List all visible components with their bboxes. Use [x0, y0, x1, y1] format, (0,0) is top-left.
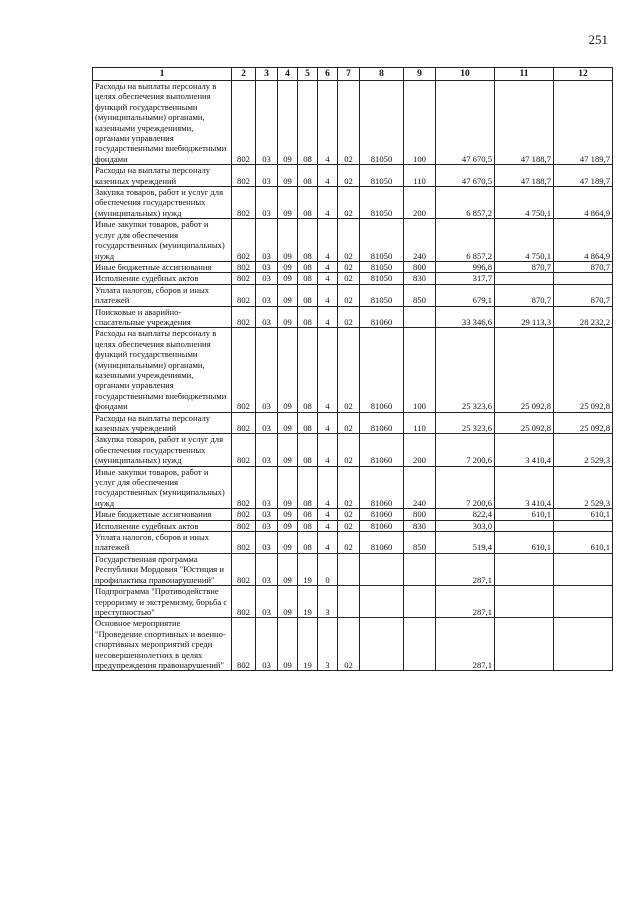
amount-col10: 287,1 — [436, 586, 495, 618]
event-code: 02 — [338, 81, 360, 165]
subsection-code: 09 — [278, 520, 298, 531]
subsection-code: 09 — [278, 412, 298, 434]
table-row — [93, 586, 613, 618]
section-code: 03 — [256, 509, 278, 520]
subsection-code: 09 — [278, 509, 298, 520]
table-row — [93, 466, 613, 509]
program-code: 19 — [298, 586, 318, 618]
subprogram-code: 4 — [318, 187, 338, 219]
page-number: 251 — [588, 32, 608, 47]
column-header: 3 — [256, 68, 278, 81]
subsection-code: 09 — [278, 553, 298, 585]
ministry-code: 802 — [232, 520, 256, 531]
expense-type-code — [404, 553, 436, 585]
amount-col11 — [495, 273, 554, 284]
row-name: Основное мероприятие "Проведение спортивных и военно-спортивных мероприятий среди несовершеннолетних в целях предупреждения правонарушений" — [93, 618, 232, 671]
amount-col12: 870,7 — [554, 261, 613, 272]
row-name: Расходы на выплаты персоналу в целях обеспечения выполнения функций государственными (муниципальными) органами, казенными учреждениями, органами управления государственными внебюджетными фондами — [93, 328, 232, 412]
row-name: Уплата налогов, сборов и иных платежей — [93, 532, 232, 554]
section-code: 03 — [256, 553, 278, 585]
amount-col11: 25 092,8 — [495, 328, 554, 412]
table-row — [93, 412, 613, 434]
ministry-code: 802 — [232, 273, 256, 284]
row-name: Иные закупки товаров, работ и услуг для обеспечения государственных (муниципальных) нужд — [93, 466, 232, 509]
subsection-code: 09 — [278, 306, 298, 328]
event-code: 02 — [338, 187, 360, 219]
section-code: 03 — [256, 81, 278, 165]
amount-col12: 2 529,3 — [554, 434, 613, 466]
amount-col12: 870,7 — [554, 284, 613, 306]
direction-code — [360, 618, 404, 671]
column-header: 1 — [93, 68, 232, 81]
program-code: 08 — [298, 509, 318, 520]
subprogram-code: 4 — [318, 81, 338, 165]
amount-col10: 7 200,6 — [436, 466, 495, 509]
budget-table — [92, 67, 613, 671]
subprogram-code: 4 — [318, 261, 338, 272]
ministry-code: 802 — [232, 187, 256, 219]
subprogram-code: 3 — [318, 618, 338, 671]
table-row — [93, 81, 613, 165]
program-code: 08 — [298, 412, 318, 434]
table-row — [93, 165, 613, 187]
program-code: 08 — [298, 261, 318, 272]
section-code: 03 — [256, 618, 278, 671]
event-code — [338, 553, 360, 585]
amount-col12: 47 189,7 — [554, 165, 613, 187]
table-row — [93, 434, 613, 466]
column-header: 12 — [554, 68, 613, 81]
section-code: 03 — [256, 261, 278, 272]
amount-col12: 47 189,7 — [554, 81, 613, 165]
amount-col11: 4 750,1 — [495, 219, 554, 262]
amount-col11: 25 092,8 — [495, 412, 554, 434]
event-code: 02 — [338, 466, 360, 509]
direction-code: 81060 — [360, 532, 404, 554]
row-name: Иные бюджетные ассигнования — [93, 509, 232, 520]
amount-col11: 47 188,7 — [495, 165, 554, 187]
section-code: 03 — [256, 412, 278, 434]
table-row — [93, 306, 613, 328]
event-code: 02 — [338, 306, 360, 328]
column-header: 11 — [495, 68, 554, 81]
program-code: 08 — [298, 520, 318, 531]
ministry-code: 802 — [232, 284, 256, 306]
section-code: 03 — [256, 532, 278, 554]
amount-col10: 47 670,5 — [436, 81, 495, 165]
direction-code: 81060 — [360, 466, 404, 509]
direction-code: 81050 — [360, 219, 404, 262]
row-name: Уплата налогов, сборов и иных платежей — [93, 284, 232, 306]
subsection-code: 09 — [278, 273, 298, 284]
expense-type-code — [404, 306, 436, 328]
subprogram-code: 3 — [318, 586, 338, 618]
ministry-code: 802 — [232, 306, 256, 328]
expense-type-code: 800 — [404, 261, 436, 272]
expense-type-code: 200 — [404, 434, 436, 466]
program-code: 08 — [298, 273, 318, 284]
direction-code: 81060 — [360, 412, 404, 434]
ministry-code: 802 — [232, 81, 256, 165]
subsection-code: 09 — [278, 466, 298, 509]
ministry-code: 802 — [232, 328, 256, 412]
expense-type-code: 240 — [404, 466, 436, 509]
table-row — [93, 273, 613, 284]
ministry-code: 802 — [232, 532, 256, 554]
row-name: Исполнение судебных актов — [93, 273, 232, 284]
column-header: 8 — [360, 68, 404, 81]
expense-type-code: 110 — [404, 412, 436, 434]
amount-col11 — [495, 520, 554, 531]
event-code: 02 — [338, 284, 360, 306]
subprogram-code: 4 — [318, 434, 338, 466]
expense-type-code: 830 — [404, 273, 436, 284]
expense-type-code: 200 — [404, 187, 436, 219]
section-code: 03 — [256, 306, 278, 328]
direction-code: 81060 — [360, 509, 404, 520]
direction-code: 81060 — [360, 328, 404, 412]
column-header: 2 — [232, 68, 256, 81]
amount-col11: 3 410,4 — [495, 466, 554, 509]
amount-col12 — [554, 520, 613, 531]
amount-col11: 4 750,1 — [495, 187, 554, 219]
program-code: 19 — [298, 553, 318, 585]
row-name: Поисковые и аварийно-спасательные учреждения — [93, 306, 232, 328]
direction-code: 81060 — [360, 434, 404, 466]
event-code: 02 — [338, 532, 360, 554]
amount-col12 — [554, 586, 613, 618]
subsection-code: 09 — [278, 219, 298, 262]
amount-col12: 4 864,9 — [554, 219, 613, 262]
event-code: 02 — [338, 328, 360, 412]
row-name: Государственная программа Республики Мордовия "Юстиция и профилактика правонарушений" — [93, 553, 232, 585]
expense-type-code: 850 — [404, 532, 436, 554]
subprogram-code: 4 — [318, 509, 338, 520]
event-code: 02 — [338, 618, 360, 671]
expense-type-code: 830 — [404, 520, 436, 531]
event-code: 02 — [338, 273, 360, 284]
subprogram-code: 4 — [318, 520, 338, 531]
amount-col10: 6 857,2 — [436, 219, 495, 262]
row-name: Закупка товаров, работ и услуг для обеспечения государственных (муниципальных) нужд — [93, 187, 232, 219]
subsection-code: 09 — [278, 81, 298, 165]
program-code: 08 — [298, 219, 318, 262]
ministry-code: 802 — [232, 219, 256, 262]
event-code: 02 — [338, 412, 360, 434]
subprogram-code: 4 — [318, 284, 338, 306]
direction-code: 81050 — [360, 81, 404, 165]
row-name: Иные бюджетные ассигнования — [93, 261, 232, 272]
amount-col10: 287,1 — [436, 553, 495, 585]
amount-col11: 610,1 — [495, 532, 554, 554]
table-row — [93, 520, 613, 531]
event-code: 02 — [338, 219, 360, 262]
program-code: 08 — [298, 466, 318, 509]
column-header: 10 — [436, 68, 495, 81]
event-code: 02 — [338, 165, 360, 187]
subprogram-code: 4 — [318, 306, 338, 328]
expense-type-code: 110 — [404, 165, 436, 187]
direction-code: 81050 — [360, 187, 404, 219]
row-name: Иные закупки товаров, работ и услуг для обеспечения государственных (муниципальных) нужд — [93, 219, 232, 262]
section-code: 03 — [256, 219, 278, 262]
section-code: 03 — [256, 273, 278, 284]
amount-col10: 25 323,6 — [436, 412, 495, 434]
table-row — [93, 618, 613, 671]
table-row — [93, 328, 613, 412]
amount-col11: 29 113,3 — [495, 306, 554, 328]
event-code — [338, 586, 360, 618]
column-header: 4 — [278, 68, 298, 81]
subprogram-code: 4 — [318, 273, 338, 284]
amount-col10: 287,1 — [436, 618, 495, 671]
ministry-code: 802 — [232, 586, 256, 618]
section-code: 03 — [256, 520, 278, 531]
subprogram-code: 0 — [318, 553, 338, 585]
direction-code: 81050 — [360, 273, 404, 284]
expense-type-code: 850 — [404, 284, 436, 306]
amount-col11: 610,1 — [495, 509, 554, 520]
table-row — [93, 261, 613, 272]
subsection-code: 09 — [278, 434, 298, 466]
direction-code — [360, 553, 404, 585]
expense-type-code: 100 — [404, 81, 436, 165]
direction-code: 81060 — [360, 520, 404, 531]
ministry-code: 802 — [232, 553, 256, 585]
subprogram-code: 4 — [318, 532, 338, 554]
program-code: 08 — [298, 328, 318, 412]
subprogram-code: 4 — [318, 328, 338, 412]
amount-col11 — [495, 586, 554, 618]
row-name: Расходы на выплаты персоналу казенных учреждений — [93, 412, 232, 434]
subsection-code: 09 — [278, 165, 298, 187]
subsection-code: 09 — [278, 328, 298, 412]
ministry-code: 802 — [232, 509, 256, 520]
amount-col10: 996,8 — [436, 261, 495, 272]
amount-col12: 28 232,2 — [554, 306, 613, 328]
row-name: Закупка товаров, работ и услуг для обеспечения государственных (муниципальных) нужд — [93, 434, 232, 466]
table-row — [93, 509, 613, 520]
ministry-code: 802 — [232, 261, 256, 272]
expense-type-code: 800 — [404, 509, 436, 520]
section-code: 03 — [256, 284, 278, 306]
header-row — [93, 68, 613, 81]
subprogram-code: 4 — [318, 165, 338, 187]
direction-code — [360, 586, 404, 618]
column-header: 5 — [298, 68, 318, 81]
event-code: 02 — [338, 520, 360, 531]
amount-col11 — [495, 618, 554, 671]
subsection-code: 09 — [278, 586, 298, 618]
subprogram-code: 4 — [318, 466, 338, 509]
expense-type-code: 100 — [404, 328, 436, 412]
section-code: 03 — [256, 328, 278, 412]
amount-col12 — [554, 273, 613, 284]
subsection-code: 09 — [278, 532, 298, 554]
table-row — [93, 553, 613, 585]
program-code: 08 — [298, 306, 318, 328]
direction-code: 81050 — [360, 165, 404, 187]
amount-col11: 3 410,4 — [495, 434, 554, 466]
amount-col12: 25 092,8 — [554, 412, 613, 434]
amount-col11: 870,7 — [495, 261, 554, 272]
program-code: 08 — [298, 165, 318, 187]
section-code: 03 — [256, 165, 278, 187]
amount-col12 — [554, 618, 613, 671]
direction-code: 81050 — [360, 284, 404, 306]
amount-col12: 610,1 — [554, 532, 613, 554]
amount-col10: 6 857,2 — [436, 187, 495, 219]
ministry-code: 802 — [232, 412, 256, 434]
row-name: Исполнение судебных актов — [93, 520, 232, 531]
event-code: 02 — [338, 509, 360, 520]
column-header: 7 — [338, 68, 360, 81]
amount-col10: 822,4 — [436, 509, 495, 520]
amount-col10: 7 200,6 — [436, 434, 495, 466]
amount-col12: 4 864,9 — [554, 187, 613, 219]
section-code: 03 — [256, 434, 278, 466]
row-name: Расходы на выплаты персоналу в целях обеспечения выполнения функций государственными (муниципальными) органами, казенными учреждениями, органами управления государственными внебюджетными фондами — [93, 81, 232, 165]
subprogram-code: 4 — [318, 412, 338, 434]
program-code: 19 — [298, 618, 318, 671]
ministry-code: 802 — [232, 618, 256, 671]
amount-col10: 47 670,5 — [436, 165, 495, 187]
amount-col11: 870,7 — [495, 284, 554, 306]
amount-col11 — [495, 553, 554, 585]
table-row — [93, 532, 613, 554]
subsection-code: 09 — [278, 284, 298, 306]
ministry-code: 802 — [232, 434, 256, 466]
amount-col10: 33 346,6 — [436, 306, 495, 328]
program-code: 08 — [298, 434, 318, 466]
amount-col10: 25 323,6 — [436, 328, 495, 412]
amount-col11: 47 188,7 — [495, 81, 554, 165]
event-code: 02 — [338, 434, 360, 466]
subsection-code: 09 — [278, 261, 298, 272]
ministry-code: 802 — [232, 165, 256, 187]
amount-col10: 519,4 — [436, 532, 495, 554]
expense-type-code — [404, 618, 436, 671]
row-name: Расходы на выплаты персоналу казенных учреждений — [93, 165, 232, 187]
table-row — [93, 219, 613, 262]
subprogram-code: 4 — [318, 219, 338, 262]
program-code: 08 — [298, 187, 318, 219]
program-code: 08 — [298, 532, 318, 554]
amount-col10: 303,0 — [436, 520, 495, 531]
table-body — [93, 81, 613, 671]
amount-col10: 317,7 — [436, 273, 495, 284]
subsection-code: 09 — [278, 618, 298, 671]
column-header: 9 — [404, 68, 436, 81]
direction-code: 81060 — [360, 306, 404, 328]
amount-col10: 679,1 — [436, 284, 495, 306]
direction-code: 81050 — [360, 261, 404, 272]
expense-type-code — [404, 586, 436, 618]
table-row — [93, 284, 613, 306]
amount-col12: 25 092,8 — [554, 328, 613, 412]
column-header: 6 — [318, 68, 338, 81]
amount-col12: 610,1 — [554, 509, 613, 520]
amount-col12: 2 529,3 — [554, 466, 613, 509]
event-code: 02 — [338, 261, 360, 272]
subsection-code: 09 — [278, 187, 298, 219]
expense-type-code: 240 — [404, 219, 436, 262]
section-code: 03 — [256, 586, 278, 618]
ministry-code: 802 — [232, 466, 256, 509]
section-code: 03 — [256, 187, 278, 219]
section-code: 03 — [256, 466, 278, 509]
program-code: 08 — [298, 81, 318, 165]
row-name: Подпрограмма "Противодействие терроризму и экстремизму, борьба с преступностью" — [93, 586, 232, 618]
amount-col12 — [554, 553, 613, 585]
program-code: 08 — [298, 284, 318, 306]
table-row — [93, 187, 613, 219]
